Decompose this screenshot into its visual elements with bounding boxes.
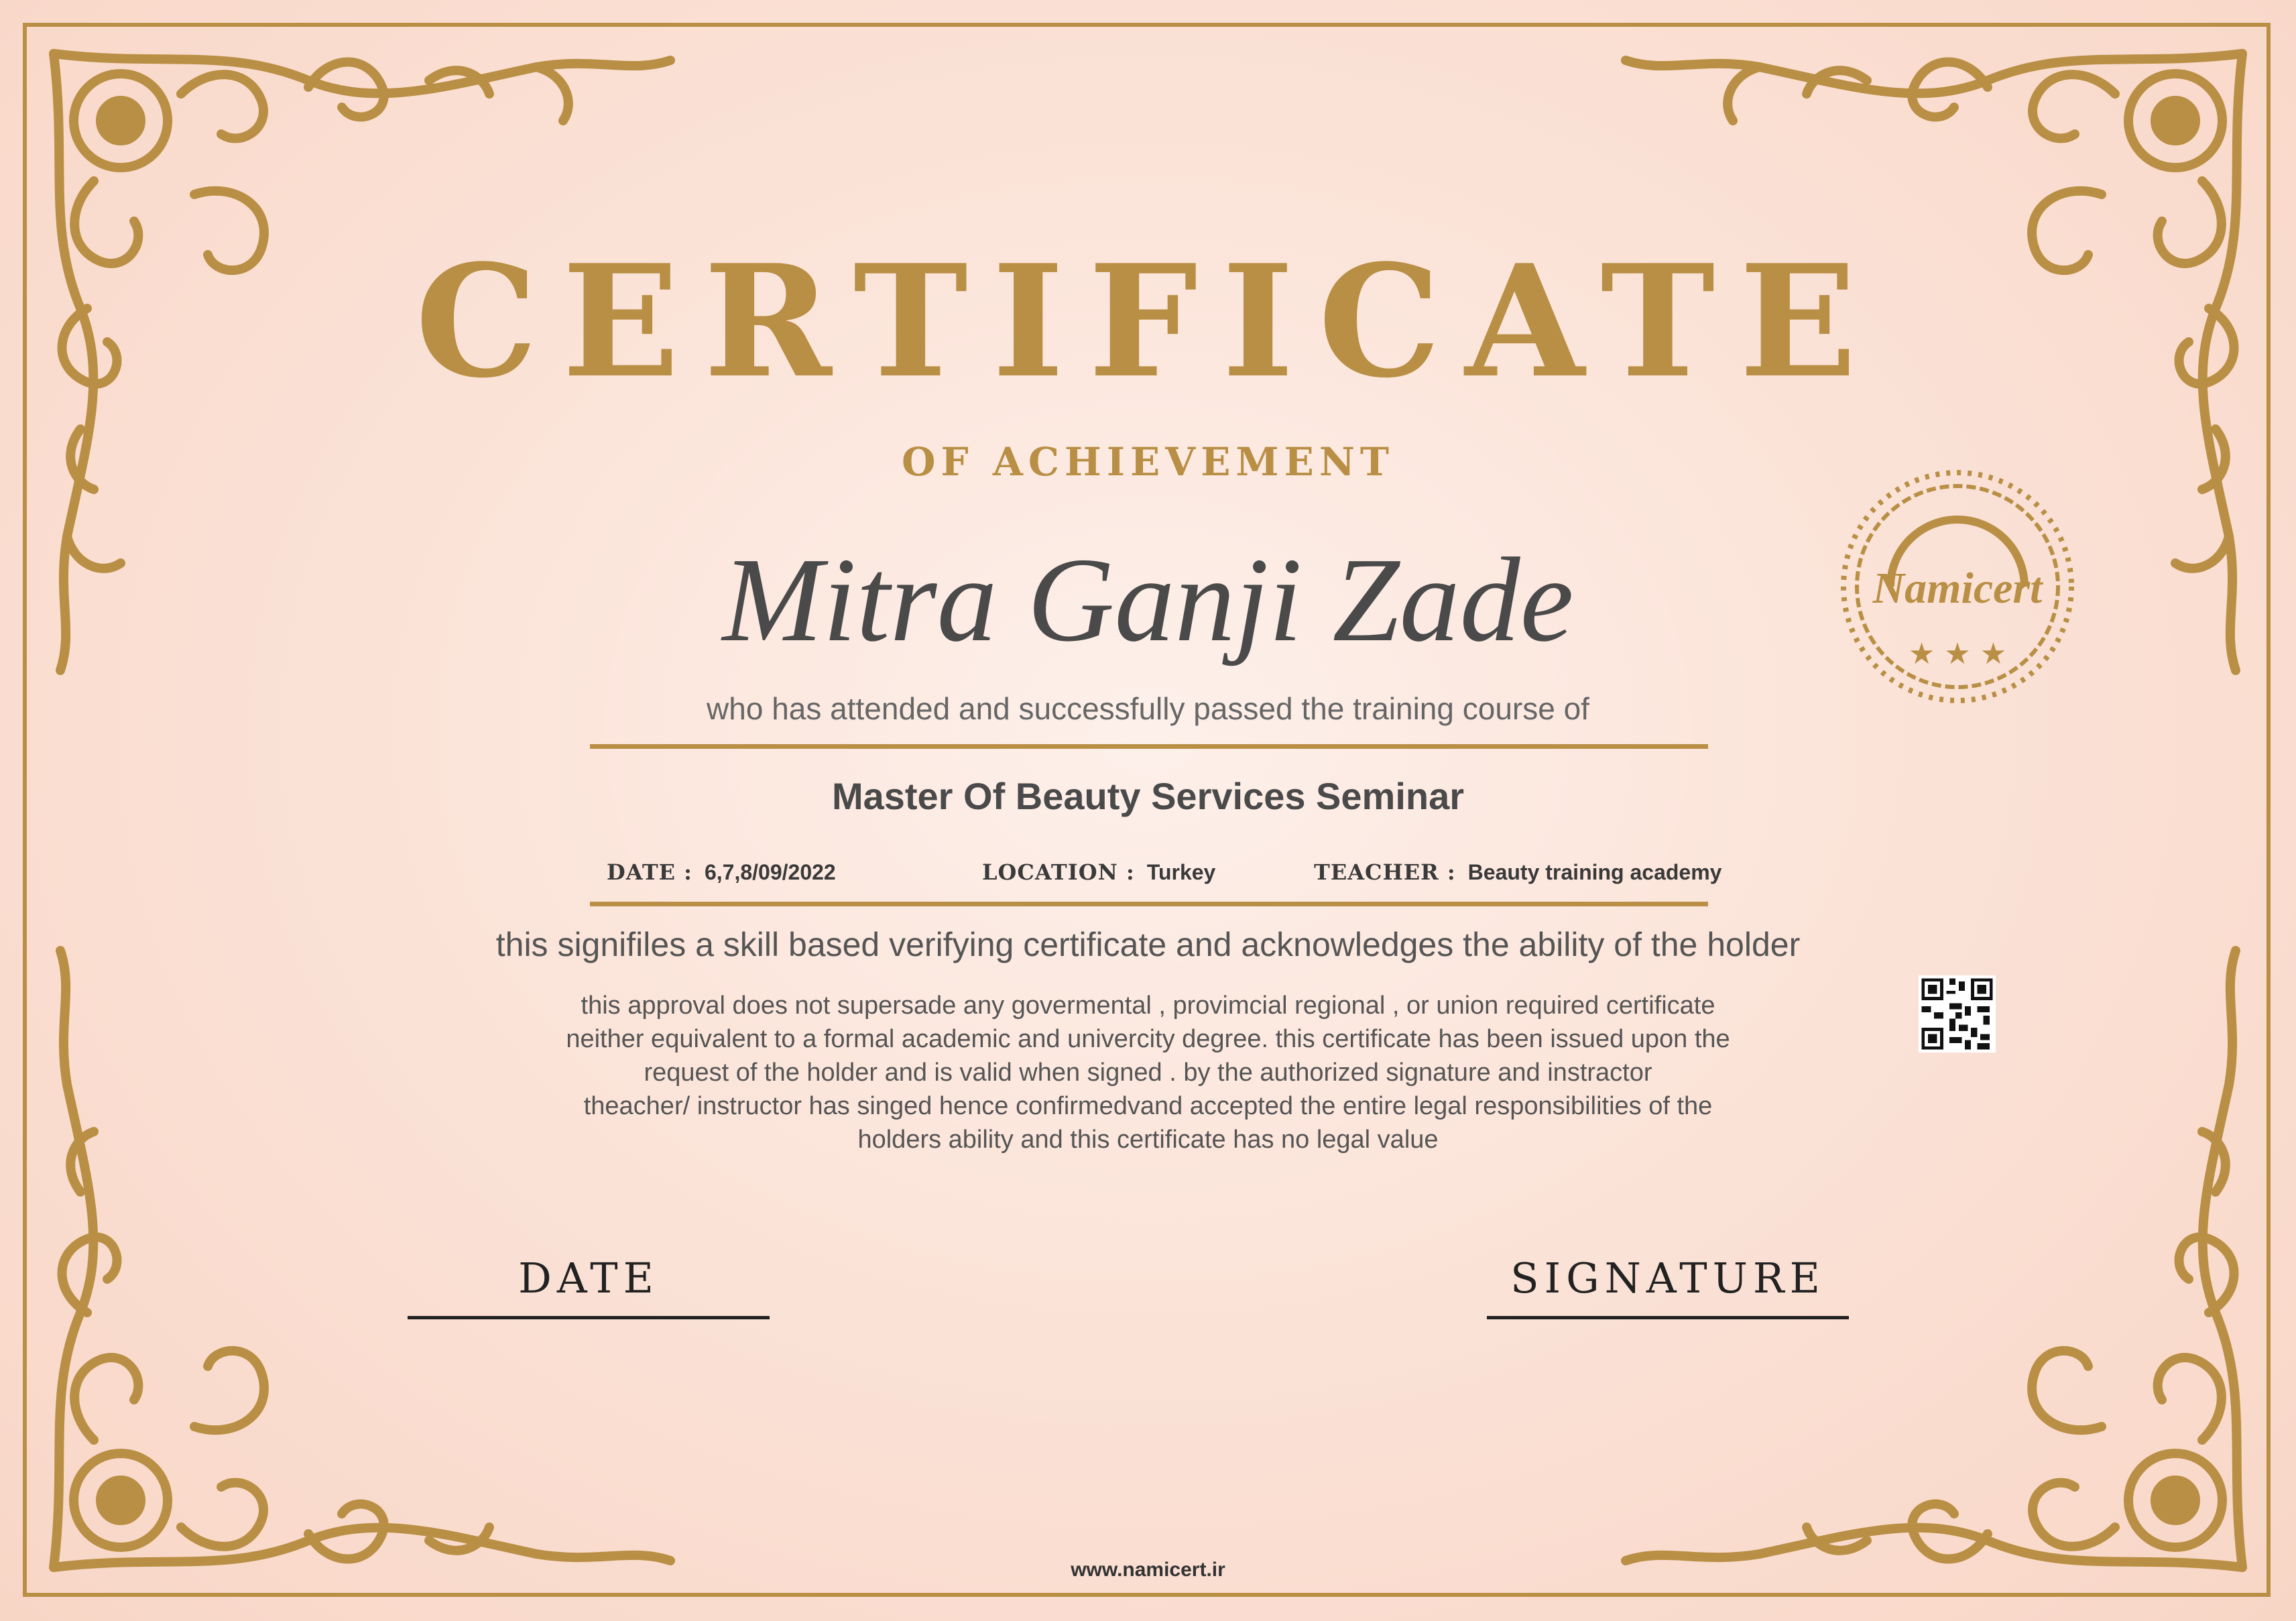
disclaimer-line: this approval does not supersade any govermental , provimcial regional , or union required certificate xyxy=(581,992,1715,1020)
date-signature-label: DATE xyxy=(518,1254,659,1303)
footer-url[interactable]: www.namicert.ir xyxy=(1071,1559,1225,1581)
course-name: Master Of Beauty Services Seminar xyxy=(831,775,1465,817)
signature-label: SIGNATURE xyxy=(1510,1254,1825,1303)
location-value: Turkey xyxy=(1146,860,1216,884)
signature-line xyxy=(1487,1316,1849,1319)
location-label: LOCATION : xyxy=(982,859,1135,885)
meta-teacher xyxy=(1314,859,1721,885)
disclaimer-line: request of the holder and is valid when signed . by the authorized signature and instractor xyxy=(644,1059,1652,1087)
disclaimer-text xyxy=(509,989,1787,1156)
teacher-value: Beauty training academy xyxy=(1467,860,1722,884)
teacher-label: TEACHER : xyxy=(1314,859,1456,885)
recipient-name: Mitra Ganji Zade xyxy=(722,533,1574,666)
date-signature-line xyxy=(408,1316,770,1319)
seal-stars: ★ ★ ★ xyxy=(1908,637,2007,671)
date-label: DATE : xyxy=(607,859,692,885)
disclaimer-line: holders ability and this certificate has no legal value xyxy=(857,1126,1439,1154)
date-value: 6,7,8/09/2022 xyxy=(704,860,836,884)
disclaimer-line: theacher/ instructor has singed hence confirmedvand accepted the entire legal responsibilities of the xyxy=(583,1092,1713,1120)
seal-brand-text: Namicert xyxy=(1872,564,2043,613)
divider-top xyxy=(590,744,1708,749)
meta-location xyxy=(982,859,1215,885)
qr-code-icon xyxy=(1919,975,1996,1053)
laurel-seal-icon xyxy=(1833,463,2081,711)
meta-date xyxy=(607,859,836,885)
intro-text: who has attended and successfully passed the training course of xyxy=(707,691,1589,726)
certificate-title: CERTIFICATE xyxy=(415,231,1881,412)
disclaimer-line: neither equivalent to a formal academic and univercity degree. this certificate has been issued upon the xyxy=(566,1025,1730,1053)
signifies-statement: this signifiles a skill based verifying certificate and acknowledges the ability of the holder xyxy=(495,926,1801,963)
certificate-subtitle: OF ACHIEVEMENT xyxy=(902,439,1394,485)
divider-bottom xyxy=(590,902,1708,906)
